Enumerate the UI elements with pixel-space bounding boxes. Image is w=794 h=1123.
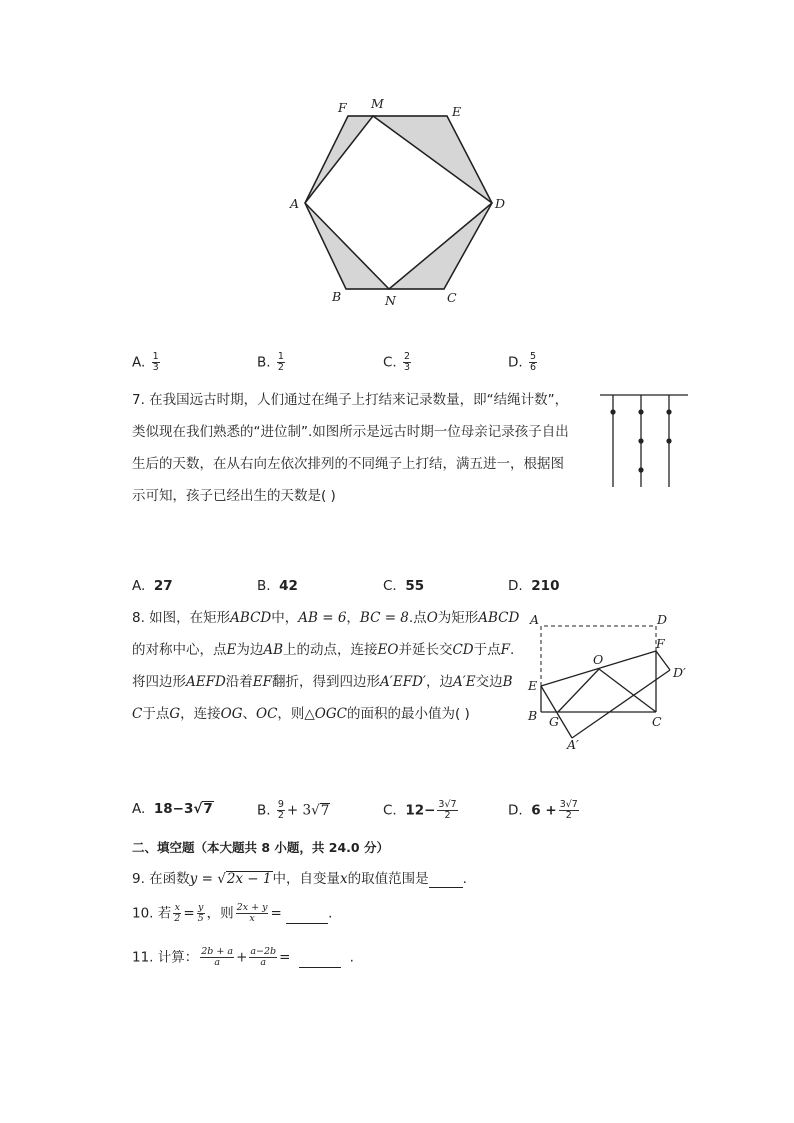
q8-option-a-letter: A. (132, 801, 146, 817)
q7-line-2: 类似现在我们熟悉的“进位制”.如图所示是远古时期一位母亲记录孩子自出 (132, 424, 569, 440)
fig8-label-A: A (530, 612, 540, 627)
q8-text: 将四边形 (132, 674, 186, 690)
q8-option-b-fraction (277, 800, 285, 821)
q9-text: . (462, 871, 467, 887)
q8-math: AEFD (186, 674, 226, 690)
q8-math: EO (377, 642, 399, 658)
q8-math: AB = 6 (298, 610, 347, 626)
q7-option-d-value: 210 (531, 578, 560, 594)
q7-line-4: 示可知，孩子已经出生的天数是( ) (132, 488, 336, 504)
frac-num: 2x + y (236, 902, 268, 913)
frac-num: 1 (152, 351, 159, 362)
q8-math: A′E (452, 674, 476, 690)
q8-option-d-letter: D. (508, 802, 523, 819)
q11-plus: + (236, 949, 248, 966)
q10-text: 10. 若 (132, 905, 172, 922)
frac-num: 3√7 (438, 799, 457, 810)
frac-den: 2 (277, 810, 284, 821)
q7-option-c-letter: C. (383, 578, 397, 594)
q6-option-d-letter: D. (508, 354, 523, 371)
frac-den: 5 (197, 913, 204, 924)
frac-den: 2 (444, 810, 451, 821)
q8-math: BC = 8 (359, 610, 409, 626)
q8-option-d-fraction (559, 800, 579, 821)
q9-text: 中，自变量 (272, 871, 340, 887)
q8-math: OG (220, 706, 243, 722)
q8-option-a-radicand: 7 (203, 801, 213, 817)
q8-text: 交边 (475, 674, 503, 690)
frac-num: 2 (404, 351, 411, 362)
segment-og (558, 669, 599, 712)
fig8-label-D: D (657, 612, 668, 627)
q11-fraction-1 (200, 947, 234, 968)
q8-math: B (502, 674, 513, 690)
frac-num: 5 (529, 351, 537, 362)
fig8-label-A-prime: A′ (567, 737, 579, 752)
segment-oc (599, 669, 656, 712)
q8-text: 中， (271, 610, 299, 626)
frac-den: 2 (565, 810, 572, 821)
q8-option-b-rest: + 3 (286, 802, 312, 819)
q8-option-c-int: 12− (405, 802, 436, 819)
q10-fraction-1 (173, 903, 181, 924)
q8-option-a-int: 18−3 (153, 801, 194, 817)
radical-sign: √ (193, 801, 203, 817)
q8-text: 于点 (473, 642, 501, 658)
fig8-label-B: B (528, 708, 538, 723)
frac-den: 2 (277, 362, 284, 373)
q8-text: ，则 (277, 706, 305, 722)
radical-sign: √ (217, 871, 226, 887)
hex-label-F: F (338, 100, 347, 115)
q8-option-c[interactable] (383, 800, 460, 821)
q9-text: 9. 在函数 (132, 871, 190, 887)
q10-fraction-3 (236, 903, 269, 924)
q8-math: EF (252, 674, 273, 690)
q8-option-b-letter: B. (257, 802, 271, 819)
q8-text: 并延长交 (398, 642, 453, 658)
q8-option-c-fraction (437, 800, 457, 821)
q11-text: 11. 计算： (132, 949, 199, 966)
q7-option-c-value: 55 (405, 578, 425, 594)
q9-answer-blank[interactable] (429, 874, 463, 888)
q8-math: CD (452, 642, 474, 658)
q7-line-3: 生后的天数，在从右向左依次排列的不同绳子上打结，满五进一，根据图 (132, 456, 564, 472)
q8-text: ，边 (425, 674, 453, 690)
q8-text: 、 (242, 706, 256, 722)
frac-num: 1 (277, 351, 284, 362)
hex-label-A: A (290, 196, 300, 211)
q11-text: . (349, 949, 354, 966)
q9-text: 的取值范围是 (347, 871, 429, 887)
q8-option-c-letter: C. (383, 802, 397, 819)
q10-fraction-2 (197, 903, 205, 924)
q8-text: 为矩形 (437, 610, 479, 626)
q8-text: 为边 (236, 642, 264, 658)
fig8-label-E: E (528, 678, 538, 693)
q11-eq: = (279, 949, 291, 966)
q10-eq: = (270, 905, 282, 922)
fig8-label-C: C (652, 714, 662, 729)
q8-math: AB (263, 642, 284, 658)
q8-option-a[interactable] (132, 800, 214, 818)
q8-text: ，连接 (180, 706, 221, 722)
segment-d-prime-f (656, 651, 670, 670)
frac-den: 3 (404, 362, 411, 373)
q8-math: OC (256, 706, 278, 722)
frac-num: a−2b (250, 946, 277, 957)
q8-text: 翻折，得到四边形 (272, 674, 381, 690)
frac-den: a (214, 957, 220, 968)
q8-text: 上的动点，连接 (283, 642, 378, 658)
section-title: 二、填空题（本大题共 8 小题，共 24.0 分） (132, 840, 389, 855)
frac-den: 2 (174, 913, 181, 924)
q11-fraction-2 (249, 947, 277, 968)
q7-option-a-letter: A. (132, 578, 146, 594)
hex-label-N: N (385, 293, 396, 308)
frac-num: x (174, 902, 180, 913)
q8-math: G (169, 706, 181, 722)
frac-den: 3 (152, 362, 159, 373)
hex-label-D: D (495, 196, 506, 211)
q9-math: y = (189, 871, 213, 887)
q6-option-a-letter: A. (132, 354, 146, 371)
q8-text: 8. 如图，在矩形 (132, 610, 231, 626)
radical-sign: √ (311, 802, 320, 819)
q10 (132, 903, 332, 924)
hex-label-B: B (332, 289, 342, 304)
q8-math: E (226, 642, 237, 658)
frac-num: 2b + a (201, 946, 234, 957)
q10-text: . (328, 905, 333, 922)
q11-answer-blank[interactable] (299, 954, 341, 968)
q7-option-b-value: 42 (279, 578, 298, 594)
q8-text: .点 (408, 610, 427, 626)
q10-answer-blank[interactable] (286, 910, 328, 924)
q7-option-b-letter: B. (257, 578, 271, 594)
q8-text: 沿着 (225, 674, 253, 690)
q8-option-d[interactable] (508, 800, 581, 821)
q8-math: △OGC (304, 706, 347, 722)
q7-line-1: 7. 在我国远古时期，人们通过在绳子上打结来记录数量，即“结绳计数”， (132, 392, 569, 408)
q8-text: ， (346, 610, 360, 626)
hex-label-M: M (371, 96, 384, 111)
q8-math: F (500, 642, 510, 658)
q8-option-b[interactable] (257, 800, 330, 821)
fig8-label-F: F (656, 636, 665, 651)
frac-num: y (197, 902, 204, 913)
q8-text: . (510, 642, 515, 658)
q9-radicand: 2x − 1 (226, 871, 272, 887)
hex-label-C: C (447, 290, 457, 305)
q6-option-c-letter: C. (383, 354, 397, 371)
q7-option-a-value: 27 (153, 578, 173, 594)
q8-text: 于点 (142, 706, 170, 722)
q8-text: 的对称中心，点 (132, 642, 227, 658)
q10-eq: = (183, 905, 195, 922)
q10-text: ，则 (206, 905, 234, 922)
fig8-label-G: G (549, 714, 559, 729)
fig8-label-D-prime: D′ (673, 665, 686, 680)
hex-label-E: E (452, 104, 462, 119)
frac-den: x (249, 913, 255, 924)
fig8-label-O: O (593, 652, 604, 667)
frac-den: a (260, 957, 267, 968)
q9 (132, 870, 467, 888)
q8-option-b-radicand: 7 (320, 802, 330, 819)
q8-math: O (426, 610, 438, 626)
frac-num: 3√7 (559, 799, 578, 810)
q8-option-d-int: 6 + (531, 802, 557, 819)
q6-option-b-letter: B. (257, 354, 271, 371)
frac-den: 6 (529, 362, 537, 373)
q11 (132, 947, 354, 968)
q8-text: 的面积的最小值为( ) (346, 706, 470, 722)
q8-math: A′EFD′ (380, 674, 426, 690)
q7-option-d-letter: D. (508, 578, 523, 594)
frac-num: 9 (277, 799, 284, 810)
q8-math: C (132, 706, 143, 722)
q9-math: x (340, 871, 348, 887)
q8-math: ABCD (230, 610, 272, 626)
q8-math: ABCD (478, 610, 520, 626)
